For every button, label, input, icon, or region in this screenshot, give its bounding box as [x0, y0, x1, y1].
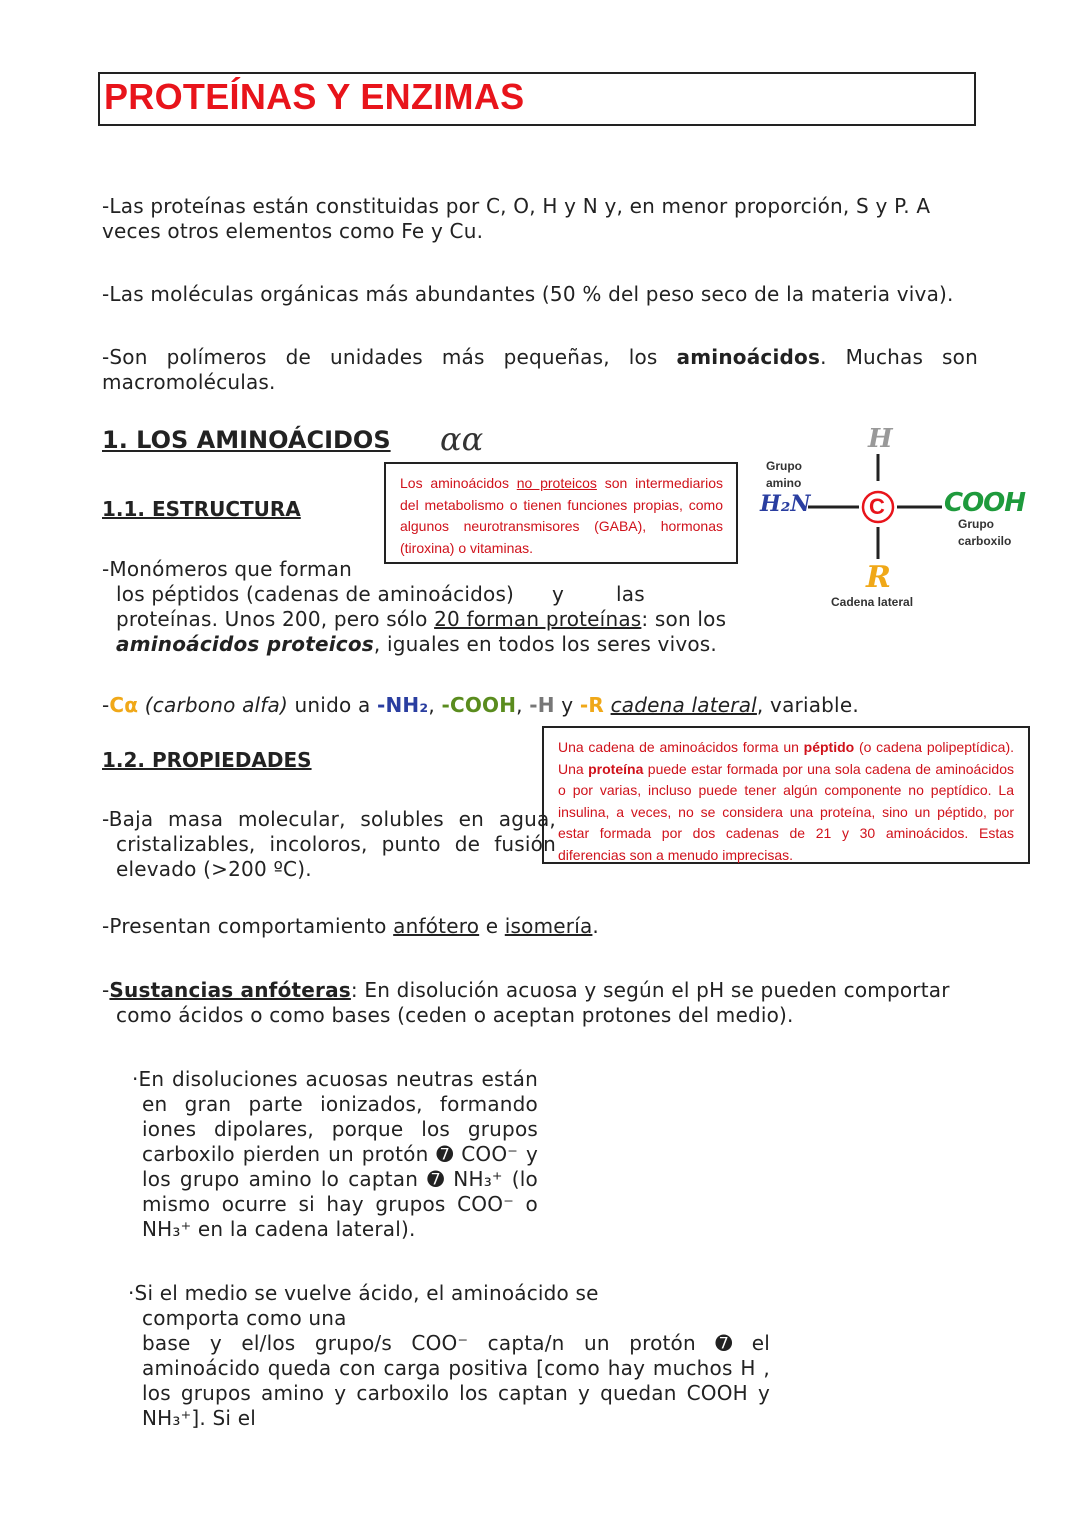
r-group-label: R: [866, 560, 891, 595]
handwritten-alpha-note: αα: [440, 420, 484, 458]
properties-paragraph: -Baja masa molecular, solubles en agua, cristalizables, incoloros, punto de fusión elevado (>200 ºC).: [102, 807, 556, 881]
monomers-line-1: -Monómeros que forman: [102, 557, 353, 581]
alpha-carbon-label: C: [869, 494, 885, 519]
amino-acid-structure-diagram: [756, 424, 1026, 616]
carboxyl-formula: COOH: [944, 488, 1026, 518]
alpha-carbon-line: -Cα (carbono alfa) unido a -NH₂, -COOH, -H y -R cadena lateral, variable.: [102, 693, 859, 717]
amino-formula: H₂N: [760, 491, 811, 517]
section-heading-propiedades: 1.2. PROPIEDADES: [102, 748, 312, 772]
intro-paragraph-2: -Las moléculas orgánicas más abundantes (50 % del peso seco de la materia viva).: [102, 282, 954, 306]
bullet-acid-medium-line-1: ·Si el medio se vuelve ácido, el aminoácido se: [128, 1281, 599, 1305]
anfotero-isomeria-line: -Presentan comportamiento anfótero e isomería.: [102, 914, 599, 938]
page-title: PROTEÍNAS Y ENZIMAS: [104, 76, 525, 117]
note-box-no-proteicos: Los aminoácidos no proteicos son intermediarios del metabolismo o tienen funciones propias, como algunos neurotransmisores (GABA), hormonas (tiroxina) o vitaminas.: [384, 462, 738, 564]
note-box-peptido: Una cadena de aminoácidos forma un péptido (o cadena polipeptídica). Una proteína puede estar formada por una sola cadena de aminoácidos o por varias, incluso puede tener algún componente no peptídico. La insulina, a veces, no se considera una proteína, sino un péptido, por estar formada por dos cadenas de 21 y 30 aminoácidos. Estas diferencias son a menudo imprecisas.: [542, 726, 1030, 864]
side-chain-label: Cadena lateral: [831, 595, 914, 609]
section-heading-aminoacidos: 1. LOS AMINOÁCIDOS: [102, 426, 391, 454]
intro-paragraph-1: -Las proteínas están constituidas por C, O, H y N y, en menor proporción, S y P. A veces otros elementos como Fe y Cu.: [102, 194, 931, 243]
bullet-neutral-solutions: ·En disoluciones acuosas neutras están en gran parte ionizados, formando iones dipolares, porque los grupos carboxilo pierden un protón ➐ COO⁻ y los grupo amino lo captan ➐ NH₃⁺ (lo mismo ocurre si hay grupos COO⁻ o NH₃⁺ en la cadena lateral).: [132, 1067, 538, 1241]
monomers-line-3: proteínas. Unos 200, pero sólo 20 forman proteínas: son los: [116, 607, 727, 631]
section-heading-estructura: 1.1. ESTRUCTURA: [102, 497, 301, 521]
amino-group-label: Grupo amino: [766, 459, 802, 490]
intro-paragraph-3: -Son polímeros de unidades más pequeñas, los aminoácidos. Muchas son macromoléculas.: [102, 345, 978, 394]
hydrogen-label: H: [868, 424, 893, 454]
bullet-acid-medium-line-2: comporta como una: [142, 1306, 347, 1330]
monomers-line-4: aminoácidos proteicos, iguales en todos los seres vivos.: [116, 632, 717, 656]
monomers-line-2: los péptidos (cadenas de aminoácidos) y las: [116, 582, 645, 606]
bullet-acid-medium-rest: base y el/los grupo/s COO⁻ capta/n un protón ➐ el aminoácido queda con carga positiva [como hay muchos H , los grupos amino y carboxilo los captan y quedan COOH y NH₃⁺]. Si el: [142, 1331, 770, 1430]
carboxyl-group-label: Grupo carboxilo: [958, 517, 1012, 548]
anfoteras-paragraph: -Sustancias anfóteras: En disolución acuosa y según el pH se pueden comportar como ácidos o como bases (ceden o aceptan protones del medio).: [102, 978, 950, 1027]
